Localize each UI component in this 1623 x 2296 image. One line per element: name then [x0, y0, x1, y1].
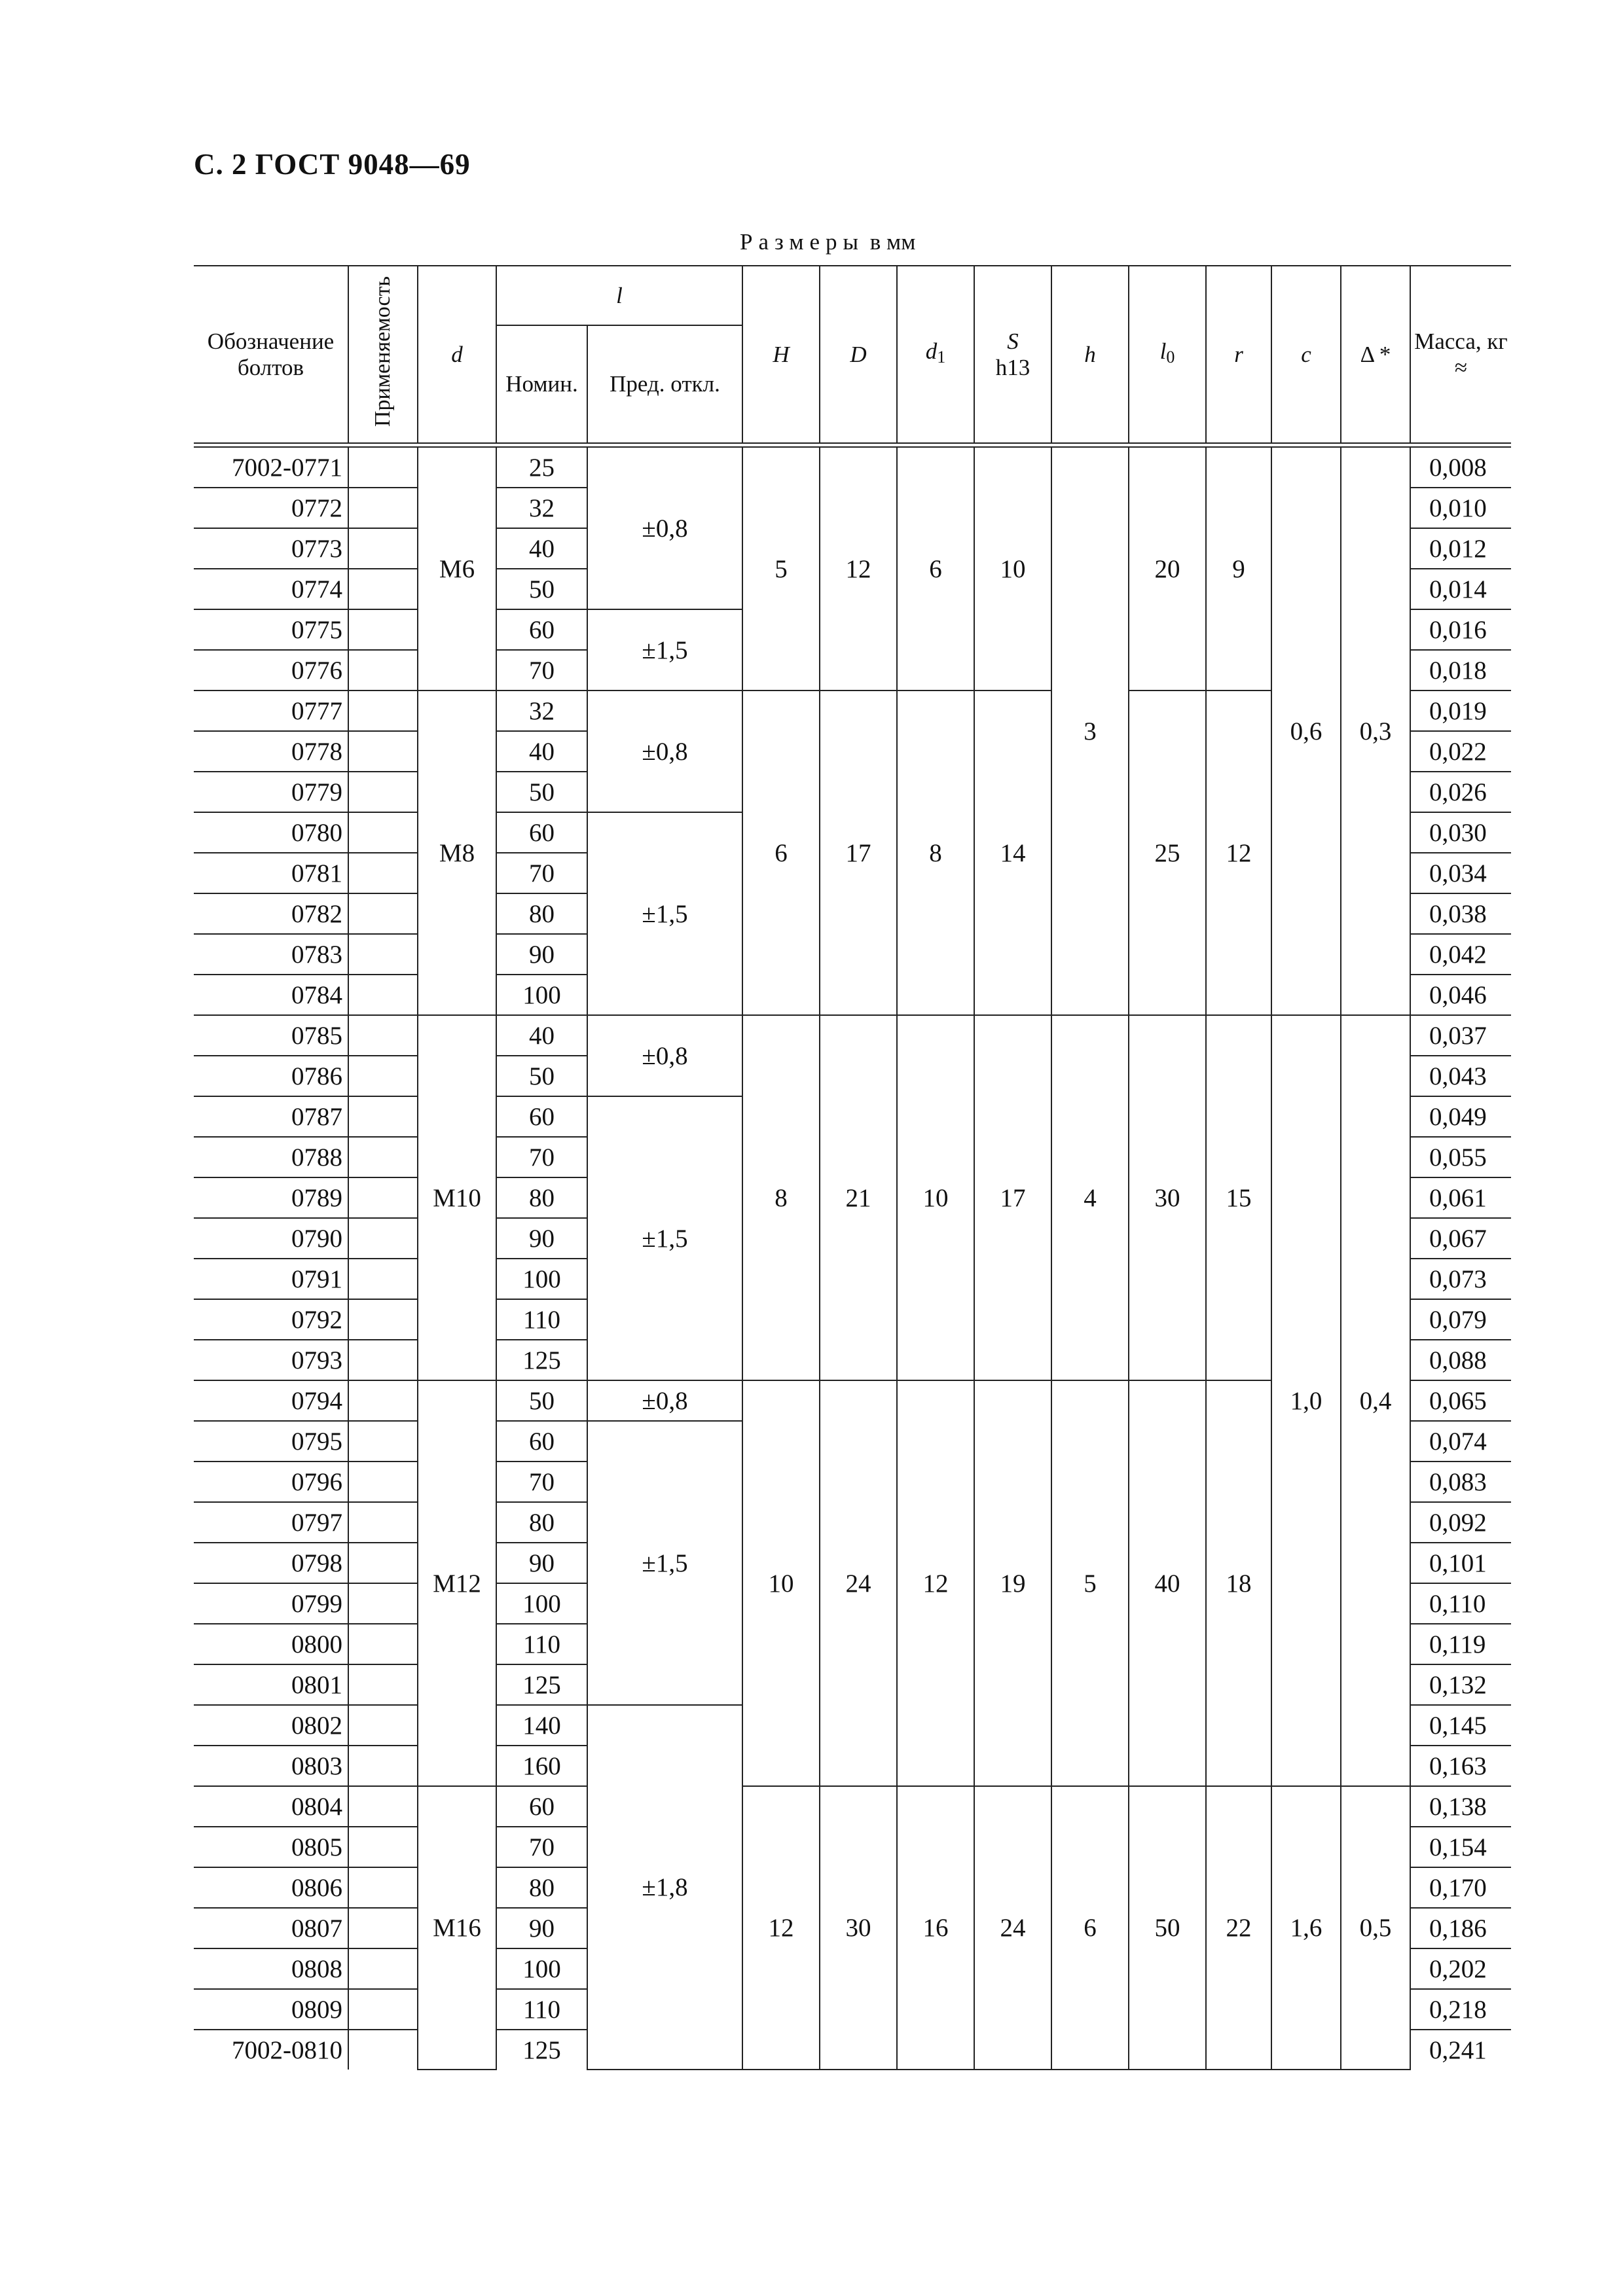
- header-applicability: [348, 266, 418, 443]
- cell-designation: 0785: [194, 1015, 348, 1056]
- cell-designation: 0781: [194, 853, 348, 893]
- header-designation: Обозначение болтов: [194, 266, 348, 443]
- cell-h: 3: [1051, 447, 1129, 1015]
- cell-S: 24: [974, 1786, 1051, 2070]
- cell-d1: 6: [897, 447, 974, 691]
- cell-l-nom: 80: [496, 893, 587, 934]
- cell-l-nom: 125: [496, 2030, 587, 2070]
- cell-l-nom: 100: [496, 1583, 587, 1624]
- header-l0-sub: 0: [1166, 348, 1175, 367]
- cell-l-dev: ±0,8: [587, 1015, 742, 1096]
- cell-designation: 0799: [194, 1583, 348, 1624]
- cell-D: 24: [820, 1380, 897, 1786]
- cell-l-nom: 60: [496, 812, 587, 853]
- cell-c: 0,6: [1271, 447, 1341, 1015]
- cell-l-nom: 100: [496, 975, 587, 1015]
- header-applicability-label: Применяемость: [371, 276, 395, 427]
- header-d1-base: d: [925, 338, 938, 364]
- cell-mass: 0,042: [1410, 934, 1511, 975]
- cell-mass: 0,241: [1410, 2030, 1511, 2070]
- cell-designation: 0796: [194, 1462, 348, 1502]
- cell-designation: 0795: [194, 1421, 348, 1462]
- cell-designation: 0787: [194, 1096, 348, 1137]
- cell-designation: 0807: [194, 1908, 348, 1948]
- header-l-dev: Пред. откл.: [587, 325, 742, 443]
- cell-D: 12: [820, 447, 897, 691]
- cell-l-nom: 80: [496, 1867, 587, 1908]
- cell-h: 5: [1051, 1380, 1129, 1786]
- cell-r: 12: [1206, 691, 1271, 1015]
- cell-designation: 7002-0810: [194, 2030, 348, 2070]
- cell-applicability: [348, 447, 418, 488]
- cell-designation: 0779: [194, 772, 348, 812]
- page-header: С. 2 ГОСТ 9048—69: [194, 148, 471, 181]
- cell-applicability: [348, 1989, 418, 2030]
- cell-mass: 0,065: [1410, 1380, 1511, 1421]
- cell-l-nom: 90: [496, 1218, 587, 1259]
- cell-mass: 0,202: [1410, 1948, 1511, 1989]
- cell-l-nom: 50: [496, 1056, 587, 1096]
- cell-designation: 0773: [194, 528, 348, 569]
- cell-mass: 0,018: [1410, 650, 1511, 691]
- cell-l-nom: 80: [496, 1177, 587, 1218]
- cell-mass: 0,119: [1410, 1624, 1511, 1664]
- cell-l0: 20: [1129, 447, 1206, 691]
- cell-mass: 0,055: [1410, 1137, 1511, 1177]
- cell-designation: 0794: [194, 1380, 348, 1421]
- cell-l-nom: 100: [496, 1259, 587, 1299]
- cell-r: 22: [1206, 1786, 1271, 2070]
- cell-l-nom: 125: [496, 1664, 587, 1705]
- cell-d1: 8: [897, 691, 974, 1015]
- cell-l-nom: 110: [496, 1989, 587, 2030]
- header-l0: [1129, 266, 1206, 443]
- header-l0-base: l: [1159, 338, 1167, 364]
- cell-l-nom: 140: [496, 1705, 587, 1746]
- cell-mass: 0,079: [1410, 1299, 1511, 1340]
- header-d: d: [418, 266, 496, 443]
- cell-d: M16: [418, 1786, 496, 2070]
- table-row: [194, 447, 1511, 488]
- cell-l-dev: ±0,8: [587, 1380, 742, 1421]
- cell-D: 21: [820, 1015, 897, 1380]
- header-d1-sub: 1: [937, 348, 946, 367]
- header-S-label: S: [1007, 328, 1019, 354]
- cell-mass: 0,074: [1410, 1421, 1511, 1462]
- cell-mass: 0,034: [1410, 853, 1511, 893]
- cell-l-nom: 70: [496, 1827, 587, 1867]
- cell-l-nom: 90: [496, 1543, 587, 1583]
- header-delta: Δ *: [1341, 266, 1410, 443]
- cell-designation: 0784: [194, 975, 348, 1015]
- cell-c: 1,6: [1271, 1786, 1341, 2070]
- cell-mass: 0,012: [1410, 528, 1511, 569]
- cell-mass: 0,016: [1410, 609, 1511, 650]
- cell-l-nom: 160: [496, 1746, 587, 1786]
- cell-applicability: [348, 691, 418, 731]
- cell-H: 8: [742, 1015, 820, 1380]
- cell-mass: 0,026: [1410, 772, 1511, 812]
- cell-applicability: [348, 2030, 418, 2070]
- cell-l-dev: ±1,5: [587, 1096, 742, 1380]
- cell-applicability: [348, 1015, 418, 1056]
- cell-l-dev: ±1,5: [587, 1421, 742, 1705]
- cell-applicability: [348, 569, 418, 609]
- cell-l-nom: 40: [496, 1015, 587, 1056]
- bolts-table: [194, 265, 1511, 2070]
- header-S: [974, 266, 1051, 443]
- cell-mass: 0,218: [1410, 1989, 1511, 2030]
- cell-mass: 0,030: [1410, 812, 1511, 853]
- cell-applicability: [348, 1462, 418, 1502]
- cell-l0: 50: [1129, 1786, 1206, 2070]
- cell-l-nom: 25: [496, 447, 587, 488]
- cell-delta: 0,4: [1341, 1015, 1410, 1786]
- cell-designation: 0802: [194, 1705, 348, 1746]
- cell-designation: 0789: [194, 1177, 348, 1218]
- cell-applicability: [348, 1137, 418, 1177]
- cell-l-nom: 90: [496, 934, 587, 975]
- cell-mass: 0,110: [1410, 1583, 1511, 1624]
- caption-word-1: Размеры: [740, 229, 865, 255]
- cell-r: 15: [1206, 1015, 1271, 1380]
- cell-applicability: [348, 934, 418, 975]
- cell-mass: 0,101: [1410, 1543, 1511, 1583]
- cell-l-nom: 60: [496, 1096, 587, 1137]
- cell-mass: 0,083: [1410, 1462, 1511, 1502]
- cell-applicability: [348, 1948, 418, 1989]
- table-row: [194, 1786, 1511, 1827]
- cell-mass: 0,145: [1410, 1705, 1511, 1746]
- cell-mass: 0,073: [1410, 1259, 1511, 1299]
- cell-mass: 0,186: [1410, 1908, 1511, 1948]
- caption-word-2: в мм: [869, 229, 916, 255]
- cell-applicability: [348, 1746, 418, 1786]
- cell-S: 19: [974, 1380, 1051, 1786]
- cell-l-nom: 70: [496, 1462, 587, 1502]
- cell-designation: 0780: [194, 812, 348, 853]
- cell-D: 30: [820, 1786, 897, 2070]
- cell-mass: 0,092: [1410, 1502, 1511, 1543]
- cell-designation: 0803: [194, 1746, 348, 1786]
- cell-S: 14: [974, 691, 1051, 1015]
- cell-l-dev: ±1,5: [587, 812, 742, 1015]
- cell-applicability: [348, 1340, 418, 1380]
- cell-l-nom: 100: [496, 1948, 587, 1989]
- cell-applicability: [348, 1624, 418, 1664]
- header-mass-approx: ≈: [1454, 354, 1468, 380]
- cell-designation: 0797: [194, 1502, 348, 1543]
- cell-mass: 0,022: [1410, 731, 1511, 772]
- cell-l-nom: 70: [496, 853, 587, 893]
- header-S-tol: h13: [995, 354, 1030, 380]
- cell-applicability: [348, 1421, 418, 1462]
- cell-designation: 0788: [194, 1137, 348, 1177]
- cell-mass: 0,067: [1410, 1218, 1511, 1259]
- cell-d1: 10: [897, 1015, 974, 1380]
- cell-designation: 7002-0771: [194, 447, 348, 488]
- header-H: H: [742, 266, 820, 443]
- cell-l-nom: 70: [496, 1137, 587, 1177]
- cell-l0: 40: [1129, 1380, 1206, 1786]
- cell-applicability: [348, 1299, 418, 1340]
- cell-applicability: [348, 731, 418, 772]
- cell-l-nom: 110: [496, 1624, 587, 1664]
- cell-c: 1,0: [1271, 1015, 1341, 1786]
- cell-mass: 0,010: [1410, 488, 1511, 528]
- cell-delta: 0,5: [1341, 1786, 1410, 2070]
- cell-applicability: [348, 853, 418, 893]
- cell-applicability: [348, 609, 418, 650]
- cell-mass: 0,061: [1410, 1177, 1511, 1218]
- cell-mass: 0,132: [1410, 1664, 1511, 1705]
- cell-l-nom: 40: [496, 731, 587, 772]
- cell-h: 6: [1051, 1786, 1129, 2070]
- cell-applicability: [348, 772, 418, 812]
- cell-l-nom: 80: [496, 1502, 587, 1543]
- cell-designation: 0778: [194, 731, 348, 772]
- table-body: [194, 447, 1511, 2070]
- cell-l-dev: ±0,8: [587, 691, 742, 812]
- cell-l-nom: 60: [496, 609, 587, 650]
- cell-h: 4: [1051, 1015, 1129, 1380]
- cell-designation: 0800: [194, 1624, 348, 1664]
- header-D: D: [820, 266, 897, 443]
- cell-mass: 0,043: [1410, 1056, 1511, 1096]
- cell-d: M10: [418, 1015, 496, 1380]
- cell-H: 6: [742, 691, 820, 1015]
- cell-mass: 0,019: [1410, 691, 1511, 731]
- cell-designation: 0783: [194, 934, 348, 975]
- cell-l-nom: 60: [496, 1786, 587, 1827]
- cell-mass: 0,163: [1410, 1746, 1511, 1786]
- cell-applicability: [348, 1583, 418, 1624]
- cell-designation: 0793: [194, 1340, 348, 1380]
- cell-l-dev: ±0,8: [587, 447, 742, 609]
- cell-S: 10: [974, 447, 1051, 691]
- header-l-nom: Номин.: [496, 325, 587, 443]
- cell-H: 10: [742, 1380, 820, 1786]
- cell-l-nom: 60: [496, 1421, 587, 1462]
- cell-l-nom: 110: [496, 1299, 587, 1340]
- cell-applicability: [348, 893, 418, 934]
- cell-mass: 0,014: [1410, 569, 1511, 609]
- header-r: r: [1206, 266, 1271, 443]
- cell-H: 5: [742, 447, 820, 691]
- header-l: l: [496, 266, 742, 325]
- cell-l0: 30: [1129, 1015, 1206, 1380]
- cell-applicability: [348, 1908, 418, 1948]
- header-mass-label: Масса, кг: [1414, 328, 1508, 354]
- cell-d1: 16: [897, 1786, 974, 2070]
- cell-applicability: [348, 1827, 418, 1867]
- cell-l-dev: ±1,8: [587, 1705, 742, 2070]
- cell-designation: 0786: [194, 1056, 348, 1096]
- cell-l-nom: 125: [496, 1340, 587, 1380]
- cell-l-nom: 32: [496, 488, 587, 528]
- cell-applicability: [348, 1218, 418, 1259]
- cell-designation: 0804: [194, 1786, 348, 1827]
- cell-designation: 0775: [194, 609, 348, 650]
- cell-applicability: [348, 650, 418, 691]
- cell-d: M8: [418, 691, 496, 1015]
- header-c: c: [1271, 266, 1341, 443]
- cell-designation: 0791: [194, 1259, 348, 1299]
- cell-delta: 0,3: [1341, 447, 1410, 1015]
- cell-r: 18: [1206, 1380, 1271, 1786]
- cell-designation: 0776: [194, 650, 348, 691]
- cell-designation: 0798: [194, 1543, 348, 1583]
- cell-applicability: [348, 975, 418, 1015]
- cell-designation: 0806: [194, 1867, 348, 1908]
- cell-designation: 0790: [194, 1218, 348, 1259]
- cell-mass: 0,170: [1410, 1867, 1511, 1908]
- cell-designation: 0808: [194, 1948, 348, 1989]
- cell-designation: 0774: [194, 569, 348, 609]
- cell-designation: 0777: [194, 691, 348, 731]
- cell-l-nom: 50: [496, 569, 587, 609]
- cell-l-nom: 50: [496, 772, 587, 812]
- cell-applicability: [348, 1502, 418, 1543]
- cell-designation: 0809: [194, 1989, 348, 2030]
- cell-applicability: [348, 1056, 418, 1096]
- cell-applicability: [348, 1543, 418, 1583]
- cell-l-dev: ±1,5: [587, 609, 742, 691]
- cell-applicability: [348, 1259, 418, 1299]
- cell-applicability: [348, 528, 418, 569]
- cell-mass: 0,046: [1410, 975, 1511, 1015]
- cell-mass: 0,038: [1410, 893, 1511, 934]
- cell-designation: 0801: [194, 1664, 348, 1705]
- cell-applicability: [348, 488, 418, 528]
- cell-mass: 0,088: [1410, 1340, 1511, 1380]
- header-mass: [1410, 266, 1511, 443]
- cell-applicability: [348, 812, 418, 853]
- cell-H: 12: [742, 1786, 820, 2070]
- header-h: h: [1051, 266, 1129, 443]
- cell-applicability: [348, 1705, 418, 1746]
- cell-d: M6: [418, 447, 496, 691]
- cell-S: 17: [974, 1015, 1051, 1380]
- cell-mass: 0,049: [1410, 1096, 1511, 1137]
- cell-l-nom: 70: [496, 650, 587, 691]
- table-caption: [740, 229, 915, 255]
- cell-applicability: [348, 1664, 418, 1705]
- header-d1: [897, 266, 974, 443]
- cell-l-nom: 90: [496, 1908, 587, 1948]
- cell-designation: 0805: [194, 1827, 348, 1867]
- cell-applicability: [348, 1096, 418, 1137]
- cell-applicability: [348, 1177, 418, 1218]
- cell-applicability: [348, 1786, 418, 1827]
- cell-designation: 0792: [194, 1299, 348, 1340]
- cell-mass: 0,008: [1410, 447, 1511, 488]
- cell-l-nom: 32: [496, 691, 587, 731]
- cell-l-nom: 40: [496, 528, 587, 569]
- cell-applicability: [348, 1380, 418, 1421]
- cell-r: 9: [1206, 447, 1271, 691]
- cell-designation: 0772: [194, 488, 348, 528]
- cell-mass: 0,154: [1410, 1827, 1511, 1867]
- cell-d1: 12: [897, 1380, 974, 1786]
- cell-l0: 25: [1129, 691, 1206, 1015]
- cell-mass: 0,037: [1410, 1015, 1511, 1056]
- cell-d: M12: [418, 1380, 496, 1786]
- cell-designation: 0782: [194, 893, 348, 934]
- cell-applicability: [348, 1867, 418, 1908]
- cell-l-nom: 50: [496, 1380, 587, 1421]
- cell-D: 17: [820, 691, 897, 1015]
- table-row: [194, 1015, 1511, 1056]
- cell-mass: 0,138: [1410, 1786, 1511, 1827]
